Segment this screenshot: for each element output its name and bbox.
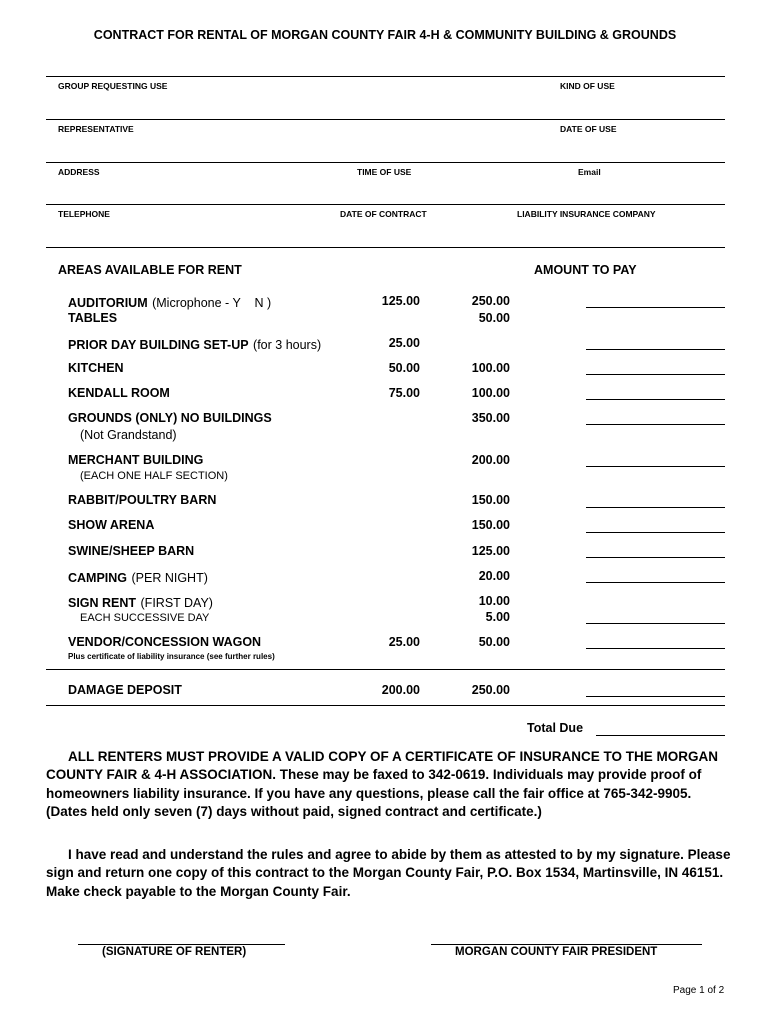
damage-name: DAMAGE DEPOSIT (68, 683, 182, 697)
auditorium-amount-blank[interactable] (586, 307, 725, 308)
total-due-blank[interactable] (596, 735, 725, 736)
group-label: GROUP REQUESTING USE (58, 81, 168, 91)
rabbit-amount-blank[interactable] (586, 507, 725, 508)
show-arena-name: SHOW ARENA (68, 518, 155, 532)
successive-price-2: 5.00 (485, 610, 510, 624)
areas-header: AREAS AVAILABLE FOR RENT (58, 263, 242, 277)
telephone-field-line[interactable] (46, 204, 725, 205)
amount-header: AMOUNT TO PAY (534, 263, 637, 277)
time-of-use-label: TIME OF USE (357, 167, 412, 177)
camping-name: CAMPING (68, 571, 128, 585)
vendor-name: VENDOR/CONCESSION WAGON (68, 635, 262, 649)
vendor-price-2: 50.00 (478, 635, 510, 649)
group-field-line[interactable] (46, 76, 725, 77)
grounds-name: GROUNDS (ONLY) NO BUILDINGS (68, 411, 272, 425)
address-label: ADDRESS (58, 167, 100, 177)
total-due-label: Total Due (527, 721, 584, 735)
prior-day-price-1: 25.00 (388, 336, 420, 350)
president-signature-line[interactable] (431, 944, 702, 945)
vendor-price-1: 25.00 (388, 635, 420, 649)
page-number: Page 1 of 2 (673, 985, 725, 996)
item-sign-rent (68, 594, 213, 612)
camping-note: (PER NIGHT) (131, 571, 208, 585)
agreement-paragraph: I have read and understand the rules and agree to abide by them as attested to by my signature. Please sign and return one copy of this contract to the Morgan County Fair, P.O. Box 1534, Martinsville, IN 46151. Make check payable to the Morgan County Fair. (46, 847, 731, 899)
grounds-note: (Not Grandstand) (80, 428, 177, 442)
vendor-amount-blank[interactable] (586, 648, 725, 649)
president-signature-label: MORGAN COUNTY FAIR PRESIDENT (455, 946, 658, 958)
merchant-price-2: 200.00 (471, 453, 510, 467)
kitchen-price-1: 50.00 (388, 361, 420, 375)
bottom-separator-line (46, 705, 725, 706)
camping-price-2: 20.00 (478, 569, 510, 583)
kitchen-price-2: 100.00 (471, 361, 510, 375)
show-arena-amount-blank[interactable] (586, 532, 725, 533)
kendall-name: KENDALL ROOM (68, 386, 170, 400)
page-title: CONTRACT FOR RENTAL OF MORGAN COUNTY FAIR 4-H & COMMUNITY BUILDING & GROUNDS (93, 28, 677, 42)
sign-note: (FIRST DAY) (140, 596, 213, 610)
damage-price-1: 200.00 (381, 683, 420, 697)
date-of-contract-label: DATE OF CONTRACT (340, 209, 427, 219)
damage-price-2: 250.00 (471, 683, 510, 697)
swine-name: SWINE/SHEEP BARN (68, 544, 195, 558)
auditorium-microphone-note: (Microphone - Y N ) (152, 296, 272, 310)
merchant-note: (EACH ONE HALF SECTION) (80, 470, 228, 482)
sign-price-2: 10.00 (478, 594, 510, 608)
show-arena-price-2: 150.00 (471, 518, 510, 532)
auditorium-name: AUDITORIUM (68, 296, 148, 310)
grounds-amount-blank[interactable] (586, 424, 725, 425)
liability-label: LIABILITY INSURANCE COMPANY (517, 209, 656, 219)
kind-label: KIND OF USE (560, 81, 615, 91)
date-of-use-label: DATE OF USE (560, 124, 617, 134)
merchant-name: MERCHANT BUILDING (68, 453, 204, 467)
item-camping (68, 569, 208, 587)
telephone-label: TELEPHONE (58, 209, 110, 219)
separator-line (46, 669, 725, 670)
fields-bottom-line[interactable] (46, 247, 725, 248)
insurance-paragraph: ALL RENTERS MUST PROVIDE A VALID COPY OF A CERTIFICATE OF INSURANCE TO THE MORGAN COUNTY FAIR & 4-H ASSOCIATION. These may be faxed to 342-0619. Individuals may provide proof of homeowners liability insurance. If you have any questions, please call the fair office at 765-342-9905. (Dates held only seven (7) days without paid, signed contract and certificate.) (46, 749, 719, 819)
renter-signature-label: (SIGNATURE OF RENTER) (102, 946, 247, 958)
vendor-note: Plus certificate of liability insurance (see further rules) (68, 652, 275, 661)
tables-name: TABLES (68, 311, 118, 325)
kendall-price-2: 100.00 (471, 386, 510, 400)
sign-amount-blank[interactable] (586, 623, 725, 624)
prior-day-amount-blank[interactable] (586, 349, 725, 350)
merchant-amount-blank[interactable] (586, 466, 725, 467)
rabbit-name: RABBIT/POULTRY BARN (68, 493, 217, 507)
prior-day-name: PRIOR DAY BUILDING SET-UP (68, 338, 249, 352)
item-prior-day (68, 336, 321, 354)
prior-day-note: (for 3 hours) (253, 338, 322, 352)
swine-amount-blank[interactable] (586, 557, 725, 558)
tables-price-2: 50.00 (478, 311, 510, 325)
kitchen-amount-blank[interactable] (586, 374, 725, 375)
swine-price-2: 125.00 (471, 544, 510, 558)
item-auditorium (68, 294, 271, 312)
damage-amount-blank[interactable] (586, 696, 725, 697)
renter-signature-line[interactable] (78, 944, 285, 945)
successive-name: EACH SUCCESSIVE DAY (80, 612, 210, 624)
email-label: Email (578, 167, 601, 177)
grounds-price-2: 350.00 (471, 411, 510, 425)
kitchen-name: KITCHEN (68, 361, 124, 375)
rabbit-price-2: 150.00 (471, 493, 510, 507)
representative-label: REPRESENTATIVE (58, 124, 134, 134)
auditorium-price-2: 250.00 (471, 294, 510, 308)
camping-amount-blank[interactable] (586, 582, 725, 583)
sign-name: SIGN RENT (68, 596, 137, 610)
auditorium-price-1: 125.00 (381, 294, 420, 308)
kendall-price-1: 75.00 (388, 386, 420, 400)
address-field-line[interactable] (46, 162, 725, 163)
kendall-amount-blank[interactable] (586, 399, 725, 400)
representative-field-line[interactable] (46, 119, 725, 120)
